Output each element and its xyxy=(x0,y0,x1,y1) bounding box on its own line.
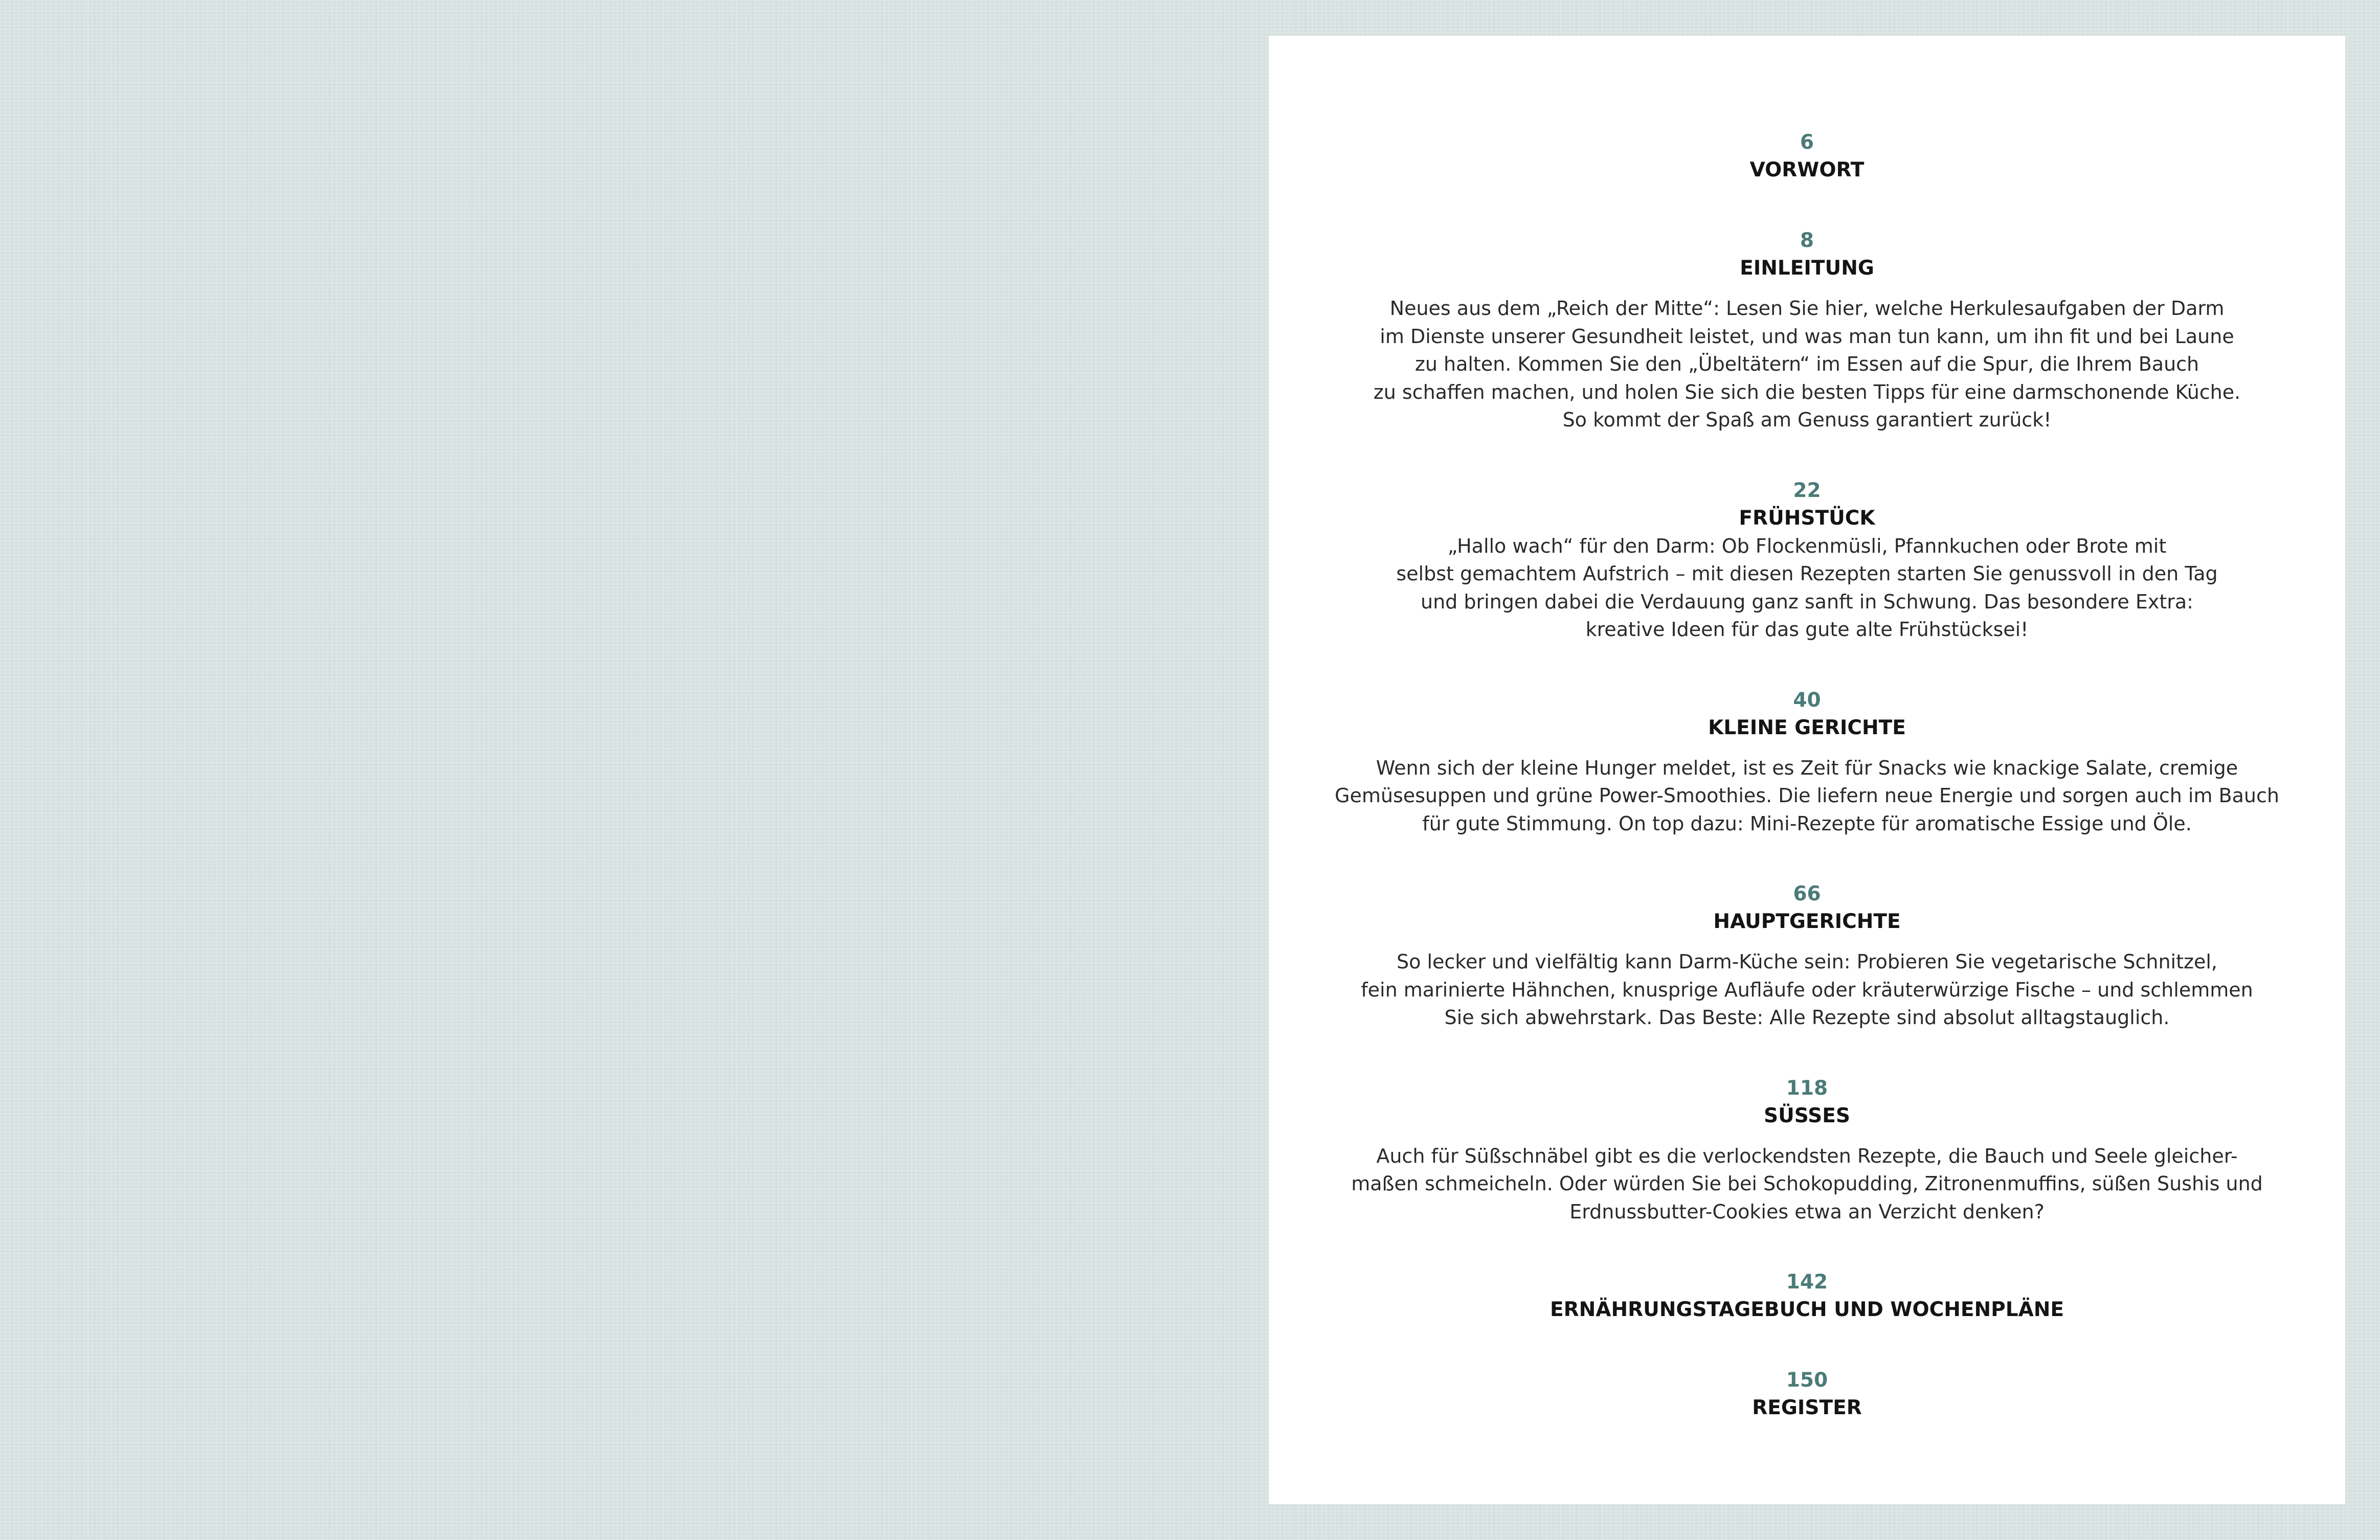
description-line: Gemüsesuppen und grüne Power-Smoothies. Die liefern neue Energie und sorgen auch im Bauch xyxy=(1335,784,2279,807)
description-line: im Dienste unserer Gesundheit leistet, und was man tun kann, um ihn fit und bei Laune xyxy=(1380,325,2234,348)
toc-page-number: 66 xyxy=(1793,882,1821,905)
toc-page-number: 150 xyxy=(1786,1369,1828,1392)
description-line: „Hallo wach“ für den Darm: Ob Flockenmüsli, Pfannkuchen oder Brote mit xyxy=(1447,534,2167,557)
description-line: und bringen dabei die Verdauung ganz sanft in Schwung. Das besondere Extra: xyxy=(1421,590,2193,613)
toc-description xyxy=(1269,948,2345,1032)
toc-entry-ernaehrungstagebuch[interactable] xyxy=(1269,1269,2345,1324)
toc-entry-hauptgerichte[interactable] xyxy=(1269,880,2345,1032)
toc-entry-vorwort[interactable] xyxy=(1269,129,2345,184)
toc-page-number: 118 xyxy=(1786,1076,1828,1100)
toc-entry-suesses[interactable] xyxy=(1269,1075,2345,1226)
table-of-contents-page xyxy=(1269,36,2345,1504)
toc-page-number: 22 xyxy=(1793,479,1821,502)
description-line: zu schaffen machen, und holen Sie sich die besten Tipps für eine darmschonende Küche. xyxy=(1373,380,2241,403)
toc-heading: SÜSSES xyxy=(1764,1104,1850,1127)
description-line: zu halten. Kommen Sie den „Übeltätern“ im Essen auf die Spur, die Ihrem Bauch xyxy=(1414,353,2199,375)
description-line: für gute Stimmung. On top dazu: Mini-Rezepte für aromatische Essige und Öle. xyxy=(1422,812,2192,835)
toc-description xyxy=(1269,532,2345,644)
toc-entry-register[interactable] xyxy=(1269,1367,2345,1422)
toc-heading: VORWORT xyxy=(1749,158,1865,182)
toc-heading: REGISTER xyxy=(1752,1396,1862,1419)
description-line: Erdnussbutter-Cookies etwa an Verzicht denken? xyxy=(1569,1200,2045,1223)
toc-entry-kleine-gerichte[interactable] xyxy=(1269,687,2345,838)
toc-heading: KLEINE GERICHTE xyxy=(1708,716,1906,739)
description-line: fein marinierte Hähnchen, knusprige Aufläufe oder kräuterwürzige Fische – und schlemmen xyxy=(1361,978,2253,1001)
description-line: selbst gemachtem Aufstrich – mit diesen Rezepten starten Sie genussvoll in den Tag xyxy=(1396,562,2218,585)
toc-heading: EINLEITUNG xyxy=(1740,257,1874,280)
toc-page-number: 8 xyxy=(1800,229,1814,252)
toc-heading: FRÜHSTÜCK xyxy=(1739,506,1875,530)
toc-page-number: 6 xyxy=(1800,131,1814,154)
description-line: kreative Ideen für das gute alte Frühstücksei! xyxy=(1585,618,2029,641)
description-line: Auch für Süßschnäbel gibt es die verlockendsten Rezepte, die Bauch und Seele gleicher- xyxy=(1376,1144,2238,1167)
toc-heading: HAUPTGERICHTE xyxy=(1713,910,1901,933)
description-line: maßen schmeicheln. Oder würden Sie bei Schokopudding, Zitronenmuffins, süßen Sushis und xyxy=(1351,1172,2263,1195)
description-line: So lecker und vielfältig kann Darm-Küche sein: Probieren Sie vegetarische Schnitzel, xyxy=(1397,950,2217,973)
toc-description xyxy=(1269,295,2345,434)
toc-heading: ERNÄHRUNGSTAGEBUCH UND WOCHENPLÄNE xyxy=(1550,1298,2064,1321)
toc-page-number: 40 xyxy=(1793,688,1821,712)
description-line: Neues aus dem „Reich der Mitte“: Lesen Sie hier, welche Herkulesaufgaben der Darm xyxy=(1389,297,2225,320)
toc-description xyxy=(1269,754,2345,838)
toc-entry-fruehstueck[interactable] xyxy=(1269,477,2345,644)
toc-page-number: 142 xyxy=(1786,1271,1828,1294)
toc-description xyxy=(1269,1142,2345,1226)
description-line: So kommt der Spaß am Genuss garantiert zurück! xyxy=(1562,409,2052,431)
description-line: Sie sich abwehrstark. Das Beste: Alle Rezepte sind absolut alltagstauglich. xyxy=(1444,1006,2170,1029)
toc-entry-einleitung[interactable] xyxy=(1269,227,2345,434)
description-line: Wenn sich der kleine Hunger meldet, ist es Zeit für Snacks wie knackige Salate, cremige xyxy=(1376,756,2238,779)
